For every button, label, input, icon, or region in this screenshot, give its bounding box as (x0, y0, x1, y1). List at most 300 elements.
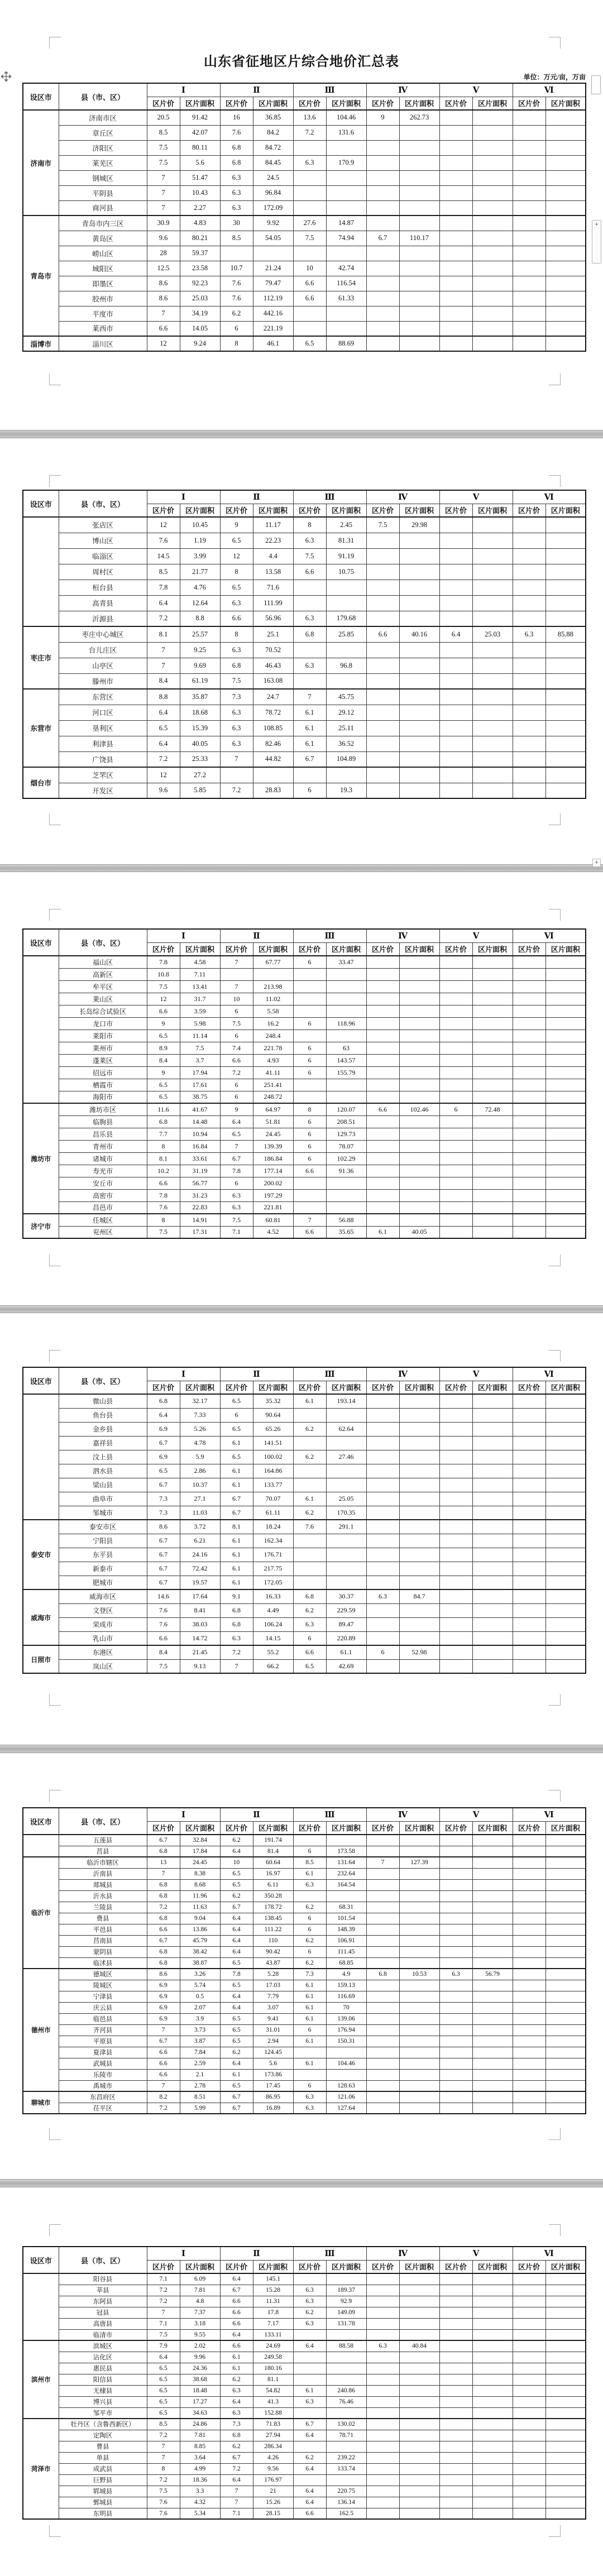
county-cell[interactable]: 平阴县 (59, 185, 147, 200)
price-cell[interactable] (366, 2103, 399, 2114)
price-cell[interactable] (513, 1054, 545, 1066)
area-cell[interactable] (399, 1935, 439, 1946)
area-cell[interactable]: 6.11 (253, 1879, 293, 1890)
area-cell[interactable]: 24.45 (253, 1128, 293, 1140)
area-cell[interactable]: 2.78 (180, 2080, 220, 2091)
area-cell[interactable]: 3.99 (180, 548, 220, 564)
area-cell[interactable]: 28.83 (253, 783, 293, 798)
area-cell[interactable] (472, 155, 513, 170)
price-cell[interactable] (366, 1201, 399, 1214)
area-cell[interactable]: 85.88 (545, 626, 586, 642)
county-cell[interactable]: 高新区 (59, 968, 147, 980)
price-cell[interactable]: 6.8 (147, 1394, 180, 1408)
area-cell[interactable]: 170.35 (326, 1506, 366, 1520)
city-cell[interactable] (23, 1394, 59, 1520)
price-cell[interactable] (513, 1562, 545, 1576)
price-cell[interactable]: 7.2 (147, 1902, 180, 1913)
price-cell[interactable] (439, 956, 472, 968)
area-cell[interactable] (399, 2058, 439, 2069)
price-cell[interactable] (513, 2036, 545, 2047)
price-cell[interactable]: 6.4 (147, 595, 180, 611)
price-cell[interactable]: 8.6 (147, 1969, 180, 1980)
area-cell[interactable] (399, 705, 439, 720)
price-cell[interactable] (439, 2024, 472, 2036)
area-cell[interactable]: 41.11 (253, 1066, 293, 1079)
price-cell[interactable]: 6.6 (147, 2047, 180, 2058)
county-cell[interactable]: 东明县 (59, 2508, 147, 2519)
county-cell[interactable]: 泗水县 (59, 1464, 147, 1478)
area-cell[interactable]: 11.02 (253, 993, 293, 1005)
price-cell[interactable] (439, 2296, 472, 2307)
price-cell[interactable] (293, 2374, 326, 2385)
area-cell[interactable]: 14.72 (180, 1631, 220, 1645)
area-cell[interactable] (399, 689, 439, 705)
area-cell[interactable]: 4.99 (180, 2463, 220, 2474)
area-cell[interactable]: 127.39 (399, 1857, 439, 1868)
county-cell[interactable]: 岚山区 (59, 1659, 147, 1673)
area-cell[interactable] (472, 2452, 513, 2463)
area-cell[interactable]: 72.42 (180, 1562, 220, 1576)
area-cell[interactable] (472, 595, 513, 611)
price-cell[interactable] (513, 689, 545, 705)
price-cell[interactable]: 6.1 (220, 1548, 253, 1562)
county-cell[interactable]: 新泰市 (59, 1562, 147, 1576)
area-cell[interactable]: 9.56 (253, 2463, 293, 2474)
area-cell[interactable] (545, 1913, 586, 1924)
area-cell[interactable]: 56.88 (326, 1214, 366, 1226)
price-cell[interactable]: 7.1 (147, 2318, 180, 2329)
area-cell[interactable]: 54.82 (253, 2385, 293, 2396)
county-cell[interactable]: 茌平区 (59, 2103, 147, 2114)
price-cell[interactable]: 7 (147, 2452, 180, 2463)
area-cell[interactable] (472, 1394, 513, 1408)
city-cell[interactable] (23, 956, 59, 1103)
price-cell[interactable] (439, 1534, 472, 1548)
price-cell[interactable] (293, 2069, 326, 2080)
area-cell[interactable] (472, 1659, 513, 1673)
area-cell[interactable] (545, 564, 586, 580)
price-cell[interactable]: 6.3 (293, 2285, 326, 2296)
area-cell[interactable] (399, 1478, 439, 1492)
area-cell[interactable] (545, 517, 586, 533)
area-cell[interactable]: 139.06 (326, 2013, 366, 2024)
area-cell[interactable]: 72.48 (472, 1103, 513, 1115)
price-cell[interactable]: 8.5 (293, 1857, 326, 1868)
area-cell[interactable]: 111.22 (253, 1924, 293, 1935)
area-cell[interactable] (472, 1214, 513, 1226)
area-cell[interactable] (545, 1957, 586, 1969)
area-cell[interactable]: 14.48 (180, 1115, 220, 1128)
city-cell[interactable]: 滨州市 (23, 2340, 59, 2419)
area-cell[interactable]: 56.77 (180, 1177, 220, 1189)
price-cell[interactable] (366, 2452, 399, 2463)
area-cell[interactable]: 8.38 (180, 1868, 220, 1879)
price-cell[interactable]: 7.2 (220, 1645, 253, 1659)
price-cell[interactable] (513, 1520, 545, 1534)
area-cell[interactable]: 31.19 (180, 1165, 220, 1177)
area-cell[interactable]: 136.14 (326, 2497, 366, 2508)
area-cell[interactable]: 36.85 (253, 110, 293, 125)
price-cell[interactable]: 6.3 (220, 595, 253, 611)
area-cell[interactable] (545, 658, 586, 673)
price-cell[interactable]: 7.6 (147, 1603, 180, 1617)
area-cell[interactable] (399, 2036, 439, 2047)
price-cell[interactable] (513, 125, 545, 140)
price-cell[interactable] (366, 980, 399, 993)
price-cell[interactable]: 6.7 (147, 1835, 180, 1846)
area-cell[interactable] (399, 1017, 439, 1030)
county-cell[interactable]: 莱山区 (59, 993, 147, 1005)
price-cell[interactable] (513, 2497, 545, 2508)
area-cell[interactable]: 92.23 (180, 276, 220, 291)
area-cell[interactable] (326, 1548, 366, 1562)
area-cell[interactable] (545, 767, 586, 783)
area-cell[interactable] (472, 1054, 513, 1066)
area-cell[interactable]: 9.24 (180, 336, 220, 351)
area-cell[interactable]: 13.86 (180, 1924, 220, 1935)
area-cell[interactable] (472, 1548, 513, 1562)
price-cell[interactable]: 7 (220, 980, 253, 993)
area-cell[interactable] (545, 2307, 586, 2318)
area-cell[interactable]: 9.92 (253, 216, 293, 231)
area-cell[interactable]: 152.88 (253, 2407, 293, 2419)
city-cell[interactable]: 威海市 (23, 1589, 59, 1645)
price-cell[interactable] (293, 2329, 326, 2340)
price-cell[interactable] (513, 1478, 545, 1492)
area-cell[interactable] (545, 1924, 586, 1935)
area-cell[interactable] (472, 968, 513, 980)
price-cell[interactable] (439, 1066, 472, 1079)
price-cell[interactable] (439, 2307, 472, 2318)
price-cell[interactable] (293, 2441, 326, 2452)
area-cell[interactable] (399, 1177, 439, 1189)
area-cell[interactable]: 2.1 (180, 2069, 220, 2080)
area-cell[interactable]: 91.42 (180, 110, 220, 125)
area-cell[interactable]: 124.45 (253, 2047, 293, 2058)
area-cell[interactable]: 36.52 (326, 736, 366, 751)
area-cell[interactable] (545, 1562, 586, 1576)
area-cell[interactable]: 70.07 (253, 1492, 293, 1506)
area-cell[interactable]: 18.48 (180, 2385, 220, 2396)
price-cell[interactable]: 6.2 (293, 1902, 326, 1913)
county-cell[interactable]: 莱芜区 (59, 155, 147, 170)
county-cell[interactable]: 台儿庄区 (59, 642, 147, 658)
price-cell[interactable] (439, 1631, 472, 1645)
area-cell[interactable] (545, 2024, 586, 2036)
price-cell[interactable]: 6.5 (220, 1980, 253, 1991)
price-cell[interactable] (366, 1617, 399, 1631)
area-cell[interactable] (472, 336, 513, 351)
area-cell[interactable] (399, 993, 439, 1005)
price-cell[interactable] (293, 1534, 326, 1548)
area-cell[interactable]: 90.64 (253, 1408, 293, 1422)
price-cell[interactable]: 6.5 (220, 1422, 253, 1436)
area-cell[interactable] (399, 1879, 439, 1890)
area-cell[interactable]: 7.81 (180, 2285, 220, 2296)
price-cell[interactable] (366, 170, 399, 185)
area-cell[interactable] (399, 1868, 439, 1879)
price-cell[interactable] (293, 2474, 326, 2486)
area-cell[interactable] (545, 1152, 586, 1165)
area-cell[interactable]: 118.96 (326, 1017, 366, 1030)
price-cell[interactable]: 7 (147, 642, 180, 658)
area-cell[interactable] (472, 1005, 513, 1017)
area-cell[interactable] (399, 2407, 439, 2419)
county-cell[interactable]: 嘉祥县 (59, 1436, 147, 1450)
price-cell[interactable]: 6.5 (220, 2013, 253, 2024)
area-cell[interactable]: 84.72 (253, 140, 293, 155)
price-cell[interactable]: 6 (293, 1631, 326, 1645)
price-cell[interactable]: 6.4 (220, 2273, 253, 2285)
price-cell[interactable] (366, 246, 399, 261)
price-cell[interactable] (513, 1189, 545, 1201)
price-cell[interactable] (439, 321, 472, 336)
price-cell[interactable]: 30 (220, 216, 253, 231)
area-cell[interactable]: 84.2 (253, 125, 293, 140)
price-cell[interactable]: 7.3 (220, 689, 253, 705)
area-cell[interactable]: 7.33 (180, 1408, 220, 1422)
price-cell[interactable]: 7 (220, 2486, 253, 2497)
price-cell[interactable] (366, 767, 399, 783)
area-cell[interactable] (545, 1576, 586, 1589)
area-cell[interactable]: 350.28 (253, 1890, 293, 1902)
area-cell[interactable] (399, 1464, 439, 1478)
county-cell[interactable]: 东昌府区 (59, 2091, 147, 2103)
price-cell[interactable] (366, 705, 399, 720)
price-cell[interactable]: 6.8 (147, 1846, 180, 1857)
price-cell[interactable]: 6.3 (220, 642, 253, 658)
price-cell[interactable]: 6.8 (220, 1603, 253, 1617)
price-cell[interactable]: 7.1 (147, 2273, 180, 2285)
price-cell[interactable] (439, 1924, 472, 1935)
area-cell[interactable]: 25.1 (253, 626, 293, 642)
price-cell[interactable] (439, 1394, 472, 1408)
area-cell[interactable]: 6.21 (180, 1534, 220, 1548)
area-cell[interactable] (545, 956, 586, 968)
area-cell[interactable] (545, 1902, 586, 1913)
area-cell[interactable] (399, 1902, 439, 1913)
price-cell[interactable] (513, 2080, 545, 2091)
area-cell[interactable]: 5.99 (180, 2103, 220, 2114)
price-cell[interactable] (439, 705, 472, 720)
price-cell[interactable] (513, 1042, 545, 1054)
price-cell[interactable]: 7 (220, 1659, 253, 1673)
price-cell[interactable]: 6.6 (220, 2296, 253, 2307)
price-cell[interactable]: 6.7 (147, 1478, 180, 1492)
area-cell[interactable]: 9.96 (180, 2352, 220, 2363)
area-cell[interactable]: 4.52 (253, 1226, 293, 1238)
area-cell[interactable] (472, 1464, 513, 1478)
price-cell[interactable] (513, 2508, 545, 2519)
area-cell[interactable]: 46.1 (253, 336, 293, 351)
price-cell[interactable] (439, 2352, 472, 2363)
area-cell[interactable]: 2.07 (180, 2002, 220, 2013)
price-cell[interactable] (513, 1846, 545, 1857)
area-cell[interactable] (545, 2080, 586, 2091)
county-cell[interactable]: 德城区 (59, 1969, 147, 1980)
county-cell[interactable]: 阳谷县 (59, 2273, 147, 2285)
county-cell[interactable]: 诸城市 (59, 1152, 147, 1165)
price-cell[interactable]: 8.5 (147, 564, 180, 580)
price-cell[interactable] (439, 1562, 472, 1576)
price-cell[interactable]: 6.3 (220, 170, 253, 185)
area-cell[interactable]: 11.14 (180, 1030, 220, 1042)
area-cell[interactable] (399, 1408, 439, 1422)
county-cell[interactable]: 邹城市 (59, 1506, 147, 1520)
price-cell[interactable]: 6.3 (293, 611, 326, 626)
price-cell[interactable]: 8.4 (147, 1645, 180, 1659)
area-cell[interactable]: 155.79 (326, 1066, 366, 1079)
price-cell[interactable]: 6.6 (220, 2307, 253, 2318)
price-cell[interactable] (439, 2374, 472, 2385)
area-cell[interactable] (472, 1534, 513, 1548)
area-cell[interactable] (472, 2318, 513, 2329)
price-cell[interactable] (366, 2508, 399, 2519)
price-cell[interactable] (366, 1991, 399, 2002)
price-cell[interactable]: 6 (293, 1846, 326, 1857)
price-cell[interactable]: 6.5 (147, 1030, 180, 1042)
area-cell[interactable]: 52.98 (399, 1645, 439, 1659)
price-cell[interactable] (293, 1548, 326, 1562)
price-cell[interactable]: 7.3 (147, 1492, 180, 1506)
price-cell[interactable] (513, 1645, 545, 1659)
area-cell[interactable] (545, 993, 586, 1005)
price-cell[interactable] (439, 2318, 472, 2329)
area-cell[interactable] (326, 1436, 366, 1450)
area-cell[interactable]: 82.46 (253, 736, 293, 751)
area-cell[interactable] (399, 968, 439, 980)
area-cell[interactable] (399, 1520, 439, 1534)
area-cell[interactable] (326, 993, 366, 1005)
area-cell[interactable]: 14.05 (180, 321, 220, 336)
area-cell[interactable]: 120.07 (326, 1103, 366, 1115)
county-cell[interactable]: 鄄城县 (59, 2497, 147, 2508)
area-cell[interactable] (399, 261, 439, 276)
price-cell[interactable]: 6.2 (293, 1935, 326, 1946)
price-cell[interactable]: 6.5 (147, 2363, 180, 2374)
price-cell[interactable]: 6 (220, 1408, 253, 1422)
area-cell[interactable]: 64.97 (253, 1103, 293, 1115)
area-cell[interactable] (472, 1091, 513, 1103)
price-cell[interactable] (293, 980, 326, 993)
price-cell[interactable] (439, 2363, 472, 2374)
price-cell[interactable]: 6.6 (220, 611, 253, 626)
area-cell[interactable] (545, 2452, 586, 2463)
area-cell[interactable]: 133.74 (326, 2463, 366, 2474)
area-cell[interactable] (399, 1436, 439, 1450)
price-cell[interactable]: 6.5 (293, 1659, 326, 1673)
price-cell[interactable]: 8.4 (147, 673, 180, 689)
price-cell[interactable]: 6.4 (293, 2340, 326, 2352)
area-cell[interactable]: 186.84 (253, 1152, 293, 1165)
area-cell[interactable] (545, 1091, 586, 1103)
area-cell[interactable]: 133.77 (253, 1478, 293, 1492)
area-cell[interactable]: 4.78 (180, 1436, 220, 1450)
county-cell[interactable]: 乳山市 (59, 1631, 147, 1645)
area-cell[interactable] (399, 1128, 439, 1140)
area-cell[interactable]: 11.03 (180, 1506, 220, 1520)
area-cell[interactable]: 40.05 (399, 1226, 439, 1238)
price-cell[interactable] (366, 1957, 399, 1969)
area-cell[interactable]: 251.41 (253, 1079, 293, 1091)
area-cell[interactable] (545, 2486, 586, 2497)
area-cell[interactable] (326, 980, 366, 993)
price-cell[interactable]: 6.3 (220, 200, 253, 216)
price-cell[interactable] (439, 736, 472, 751)
price-cell[interactable] (513, 2452, 545, 2463)
price-cell[interactable] (513, 1659, 545, 1673)
area-cell[interactable]: 81.31 (326, 533, 366, 548)
area-cell[interactable]: 84.45 (253, 155, 293, 170)
area-cell[interactable] (399, 2474, 439, 2486)
area-cell[interactable]: 56.96 (253, 611, 293, 626)
area-cell[interactable] (545, 2103, 586, 2114)
price-cell[interactable] (439, 2508, 472, 2519)
area-cell[interactable]: 13.58 (253, 564, 293, 580)
price-cell[interactable]: 14.6 (147, 1589, 180, 1603)
price-cell[interactable]: 6.8 (147, 1913, 180, 1924)
area-cell[interactable]: 7.84 (180, 2047, 220, 2058)
price-cell[interactable] (220, 767, 253, 783)
county-cell[interactable]: 牟平区 (59, 980, 147, 993)
area-cell[interactable] (472, 1868, 513, 1879)
county-cell[interactable]: 东港区 (59, 1645, 147, 1659)
area-cell[interactable] (545, 1115, 586, 1128)
price-cell[interactable]: 6 (293, 1140, 326, 1152)
county-cell[interactable]: 荣成市 (59, 1617, 147, 1631)
area-cell[interactable]: 68.85 (326, 1957, 366, 1969)
area-cell[interactable]: 96.84 (253, 185, 293, 200)
area-cell[interactable] (472, 2363, 513, 2374)
area-cell[interactable] (472, 1226, 513, 1238)
area-cell[interactable] (545, 1603, 586, 1617)
price-cell[interactable] (366, 1548, 399, 1562)
price-cell[interactable]: 7.8 (147, 1189, 180, 1201)
area-cell[interactable] (545, 1935, 586, 1946)
table-move-handle-icon[interactable] (1, 71, 11, 82)
price-cell[interactable]: 6.8 (220, 658, 253, 673)
price-cell[interactable] (439, 2091, 472, 2103)
price-cell[interactable] (366, 1478, 399, 1492)
price-cell[interactable]: 7.9 (147, 2340, 180, 2352)
area-cell[interactable]: 104.89 (326, 751, 366, 767)
area-cell[interactable]: 5.28 (253, 1969, 293, 1980)
area-cell[interactable] (545, 2296, 586, 2307)
price-cell[interactable]: 8 (147, 1214, 180, 1226)
price-cell[interactable] (439, 1042, 472, 1054)
city-cell[interactable]: 聊城市 (23, 2091, 59, 2114)
price-cell[interactable] (366, 2396, 399, 2407)
price-cell[interactable] (439, 2385, 472, 2396)
price-cell[interactable] (366, 642, 399, 658)
price-cell[interactable]: 7.6 (147, 2508, 180, 2519)
area-cell[interactable] (472, 125, 513, 140)
price-cell[interactable] (439, 1935, 472, 1946)
price-cell[interactable] (513, 1534, 545, 1548)
county-cell[interactable]: 昌邑市 (59, 1201, 147, 1214)
price-cell[interactable]: 6 (293, 1913, 326, 1924)
price-cell[interactable]: 7 (220, 956, 253, 968)
county-cell[interactable]: 济阳区 (59, 140, 147, 155)
price-cell[interactable]: 6.5 (220, 1450, 253, 1464)
price-cell[interactable] (439, 1548, 472, 1562)
county-cell[interactable]: 郓城县 (59, 2486, 147, 2497)
price-cell[interactable]: 6.1 (220, 1436, 253, 1450)
price-cell[interactable] (513, 321, 545, 336)
price-cell[interactable]: 7 (147, 170, 180, 185)
area-cell[interactable] (545, 1189, 586, 1201)
area-cell[interactable]: 2.94 (253, 2036, 293, 2047)
